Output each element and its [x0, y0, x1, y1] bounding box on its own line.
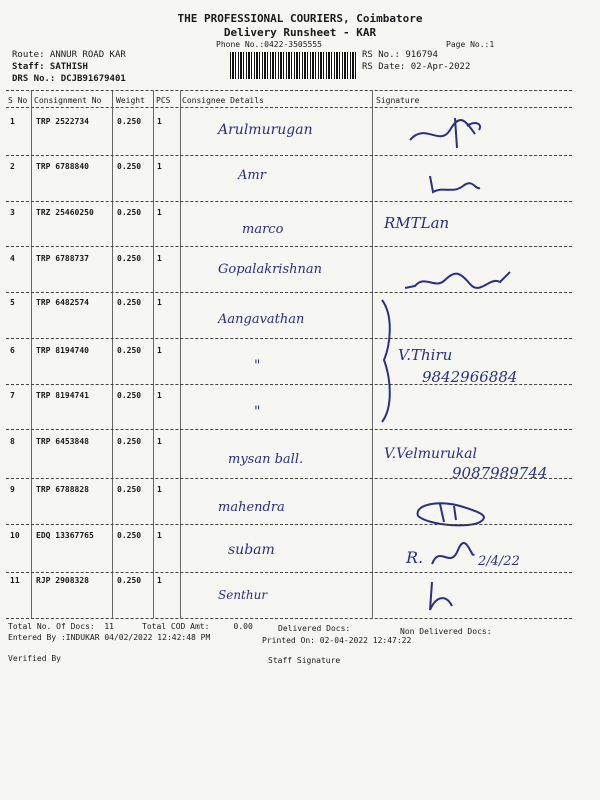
non-delivered-docs: Non Delivered Docs:: [400, 627, 492, 636]
row-separator: [6, 478, 572, 479]
barcode-graphic: [230, 52, 358, 79]
page-number: Page No.:1: [446, 40, 495, 49]
col-header-weight: Weight: [116, 96, 145, 105]
row-pcs: 1: [157, 298, 162, 307]
col-header-consignee: Consignee Details: [182, 96, 264, 105]
row-sno: 3: [10, 208, 15, 217]
verified-by: Verified By: [8, 654, 61, 663]
col-divider: [180, 91, 181, 618]
row-separator: [6, 524, 572, 525]
col-header-sno: S No: [8, 96, 28, 105]
row-consignment: RJP 2908328: [36, 576, 89, 585]
row-consignee-handwritten: subam: [228, 542, 275, 558]
rs-number: RS No.: 916794: [362, 50, 438, 60]
row-consignment: TRP 6453848: [36, 437, 89, 446]
signature-text: V.Velmurukal: [384, 446, 478, 462]
row-consignment: TRP 6788840: [36, 162, 89, 171]
table-top-rule: [6, 90, 572, 91]
signature-scribble: [405, 112, 495, 152]
row-separator: [6, 338, 572, 339]
row-weight: 0.250: [117, 391, 142, 400]
row-consignee-handwritten: Aangavathan: [218, 312, 305, 327]
row-consignment: TRP 2522734: [36, 117, 89, 126]
table-bottom-rule: [6, 618, 572, 619]
row-weight: 0.250: [117, 254, 142, 263]
row-consignee-handwritten: mysan ball.: [228, 452, 304, 467]
rs-date: RS Date: 02-Apr-2022: [362, 62, 471, 72]
row-pcs: 1: [157, 485, 162, 494]
total-docs: Total No. Of Docs: 11: [8, 622, 114, 631]
row-sno: 4: [10, 254, 15, 263]
row-separator: [6, 155, 572, 156]
row-consignee-handwritten: Senthur: [218, 588, 268, 602]
row-pcs: 1: [157, 531, 162, 540]
row-weight: 0.250: [117, 117, 142, 126]
row-separator: [6, 429, 572, 430]
row-weight: 0.250: [117, 298, 142, 307]
row-pcs: 1: [157, 576, 162, 585]
signature-text: R.: [406, 548, 424, 567]
row-weight: 0.250: [117, 485, 142, 494]
entered-by: Entered By :INDUKAR 04/02/2022 12:42:48 PM: [8, 633, 211, 642]
row-pcs: 1: [157, 208, 162, 217]
row-pcs: 1: [157, 254, 162, 263]
row-consignment: TRP 8194741: [36, 391, 89, 400]
row-sno: 6: [10, 346, 15, 355]
row-sno: 8: [10, 437, 15, 446]
row-consignee-handwritten: Gopalakrishnan: [218, 262, 322, 277]
row-pcs: 1: [157, 437, 162, 446]
row-consignment: TRP 6788737: [36, 254, 89, 263]
col-divider: [153, 91, 154, 618]
header-bottom-rule: [6, 107, 572, 108]
row-sno: 5: [10, 298, 15, 307]
row-separator: [6, 246, 572, 247]
phone-number: Phone No.:0422-3505555: [216, 40, 322, 49]
row-separator: [6, 384, 572, 385]
document-title: Delivery Runsheet - KAR: [223, 26, 377, 39]
col-header-pcs: PCS: [156, 96, 171, 105]
row-weight: 0.250: [117, 162, 142, 171]
row-consignment: EDQ 13367765: [36, 531, 94, 540]
col-divider: [112, 91, 113, 618]
row-sno: 1: [10, 117, 15, 126]
col-divider: [31, 91, 32, 618]
col-header-consignment: Consignment No: [34, 96, 102, 105]
row-pcs: 1: [157, 346, 162, 355]
drs-number: DRS No.: DCJB91679401: [12, 74, 126, 84]
signature-scribble: [428, 540, 478, 572]
staff-signature: Staff Signature: [268, 656, 341, 665]
signature-text: RMTLan: [384, 214, 450, 232]
row-consignee-handwritten: marco: [242, 222, 284, 237]
delivered-docs: Delivered Docs:: [278, 624, 351, 633]
signature-text: V.Thiru: [398, 346, 453, 364]
row-sno: 2: [10, 162, 15, 171]
row-consignee-handwritten: Amr: [238, 168, 266, 183]
row-sno: 10: [10, 531, 20, 540]
row-consignment: TRP 6788828: [36, 485, 89, 494]
row-sno: 7: [10, 391, 15, 400]
bracket-mark: [376, 296, 398, 426]
row-weight: 0.250: [117, 208, 142, 217]
row-consignee-handwritten: ": [254, 404, 261, 420]
row-pcs: 1: [157, 391, 162, 400]
signature-phone: 9087989744: [452, 464, 548, 482]
row-consignee-handwritten: Arulmurugan: [218, 122, 313, 138]
signature-phone: 9842966884: [422, 368, 518, 386]
company-name: THE PROFESSIONAL COURIERS, Coimbatore: [177, 12, 423, 25]
row-sno: 11: [10, 576, 20, 585]
col-header-signature: Signature: [376, 96, 420, 105]
row-consignee-handwritten: ": [254, 358, 261, 374]
col-divider: [372, 91, 373, 618]
row-consignment: TRP 6482574: [36, 298, 89, 307]
row-separator: [6, 201, 572, 202]
row-consignment: TRZ 25460250: [36, 208, 94, 217]
row-separator: [6, 292, 572, 293]
row-weight: 0.250: [117, 576, 142, 585]
staff-label: Staff: SATHISH: [12, 62, 88, 72]
signature-scribble: [425, 172, 485, 198]
route-label: Route: ANNUR ROAD KAR: [12, 50, 126, 60]
signature-date: 2/4/22: [478, 554, 520, 569]
row-consignee-handwritten: mahendra: [218, 500, 285, 515]
printed-on: Printed On: 02-04-2022 12:47:22: [262, 636, 412, 645]
row-weight: 0.250: [117, 531, 142, 540]
row-weight: 0.250: [117, 437, 142, 446]
row-separator: [6, 572, 572, 573]
row-consignment: TRP 8194740: [36, 346, 89, 355]
total-cod: Total COD Amt: 0.00: [142, 622, 253, 631]
row-pcs: 1: [157, 162, 162, 171]
row-weight: 0.250: [117, 346, 142, 355]
row-pcs: 1: [157, 117, 162, 126]
row-sno: 9: [10, 485, 15, 494]
signature-scribble: [418, 576, 468, 616]
